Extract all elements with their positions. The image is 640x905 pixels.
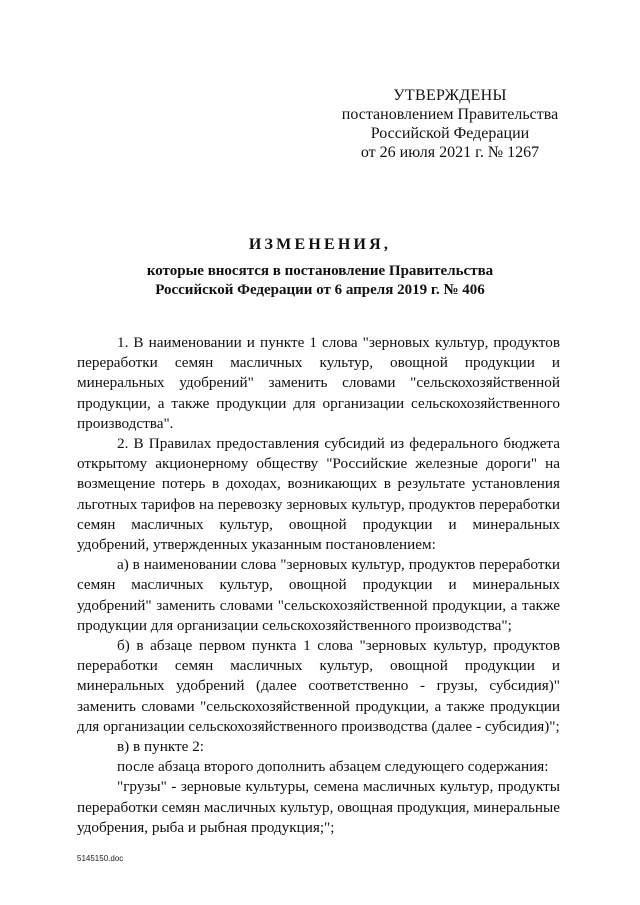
paragraph-2b: б) в абзаце первом пункта 1 слова "зерновых культур, продуктов переработки семян масличных культур, овощной продукции и минеральных удобрений (далее соответственно - грузы, субсидия)" заменить словами "сельскохозяйственной продукции, а также продукции для организации сельскохозяйственного производства (далее - субсидия)"; [77,637,560,735]
document-body [77,333,560,838]
paragraph-2v-intro: после абзаца второго дополнить абзацем следующего содержания: [117,758,549,776]
subtitle-line-1: которые вносятся в постановление Правительства [146,263,494,279]
approval-stamp-block [330,86,570,162]
paragraph-1: 1. В наименовании и пункте 1 слова "зерновых культур, продуктов переработки семян масличных культур, овощной продукции и минеральных удобрений" заменить словами "сельскохозяйственной продукции, а также продукции для организации сельскохозяйственного производства". [77,334,560,432]
subtitle-line-2: Российской Федерации от 6 апреля 2019 г. № 406 [155,282,485,298]
paragraph-2: 2. В Правилах предоставления субсидий из федерального бюджета открытому акционерному обществу "Российские железные дороги" на возмещение потерь в доходах, возникающих в результате установления льготных тарифов на перевозку зерновых культур, продуктов переработки семян масличных культур, овощной продукции и минеральных удобрений, утвержденных указанным постановлением: [77,435,560,554]
approval-title: УТВЕРЖДЕНЫ [393,87,507,104]
paragraph-2v: в) в пункте 2: [117,738,205,756]
approval-line-2: Российской Федерации [370,125,530,142]
approval-line-3: от 26 июля 2021 г. № 1267 [360,144,540,161]
paragraph-2a: а) в наименовании слова "зерновых культур, продуктов переработки семян масличных культур, овощной продукции и минеральных удобрений" заменить словами "сельскохозяйственной продукции, а также продукции для организации сельскохозяйственного производства"; [77,556,560,634]
document-subtitle [90,262,550,300]
document-title: ИЗМЕНЕНИЯ, [248,236,392,253]
approval-line-1: постановлением Правительства [341,106,559,123]
paragraph-2v-definition: "грузы" - зерновые культуры, семена масличных культур, продукты переработки семян масличных культур, овощная продукция, минеральные удобрения, рыба и рыбная продукция;"; [77,778,560,836]
footer-doc-id: 5145150.doc [77,854,124,863]
